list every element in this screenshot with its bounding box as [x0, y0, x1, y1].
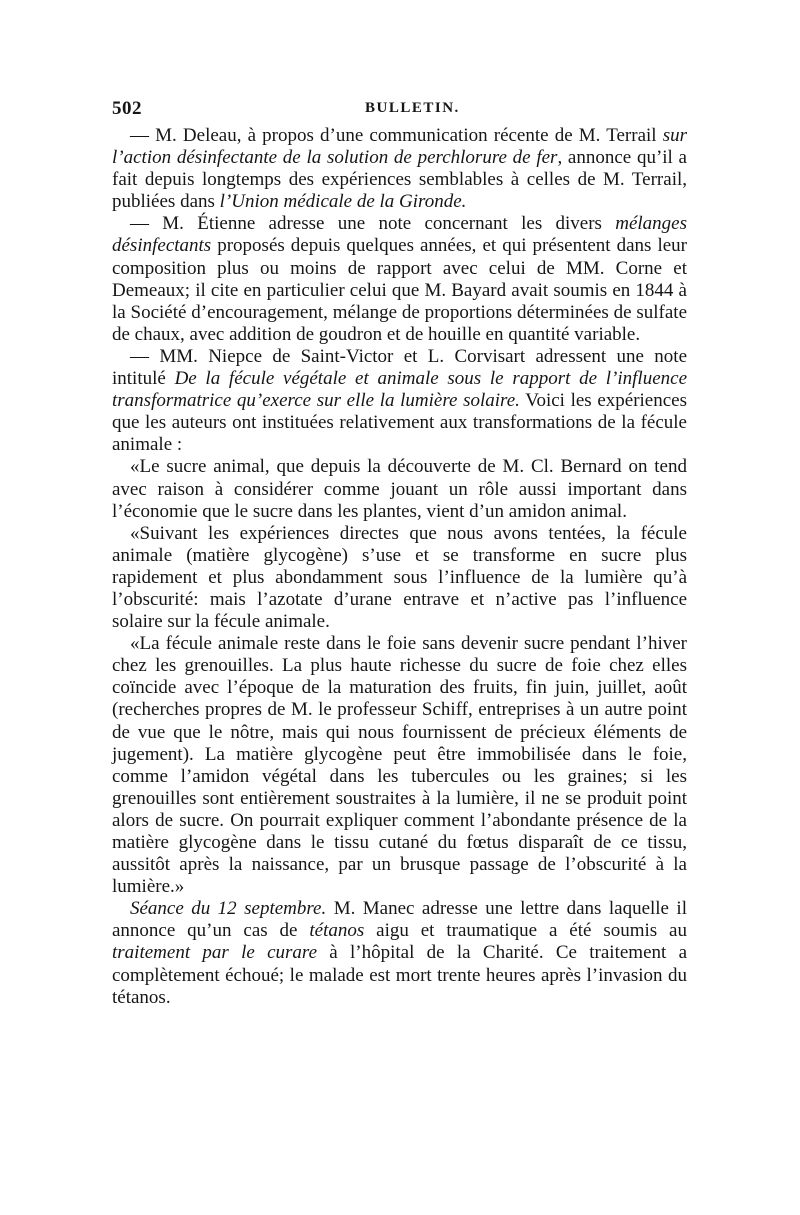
paragraph — [112, 213, 687, 346]
running-head: BULLETIN. — [365, 100, 460, 116]
page-number: 502 — [112, 98, 142, 119]
paragraph — [112, 125, 687, 213]
italic-text: l’Union médicale de la Gironde. — [219, 191, 467, 213]
italic-text: tétanos — [309, 920, 365, 942]
italic-text: mélanges désinfectants — [112, 213, 687, 257]
italic-text: sur l’action désinfectante de la solution de perchlorure de fer — [112, 125, 687, 169]
text-run: «Le sucre animal, que depuis la découverte de M. Cl. Bernard on tend avec raison à considérer comme jouant un rôle aussi important dans l’économie que le sucre dans les plantes, vient d’un amidon animal. — [112, 456, 687, 522]
text-run: M. Manec adresse une lettre dans laquelle il annonce qu’un cas de — [112, 898, 687, 942]
text-run: , annonce qu’il a fait depuis longtemps des expériences semblables à celles de M. Terrail, publiées dans — [112, 147, 687, 213]
italic-text: Séance du 12 septembre. — [130, 898, 327, 920]
text-run: proposés depuis quelques années, et qui présentent dans leur composition plus ou moins de rapport avec celui de MM. Corne et Demeaux; il cite en particulier celui que M. Bayard avait soumis en 1844 à la Société d’encouragement, mélange de proportions déterminées de sulfate de chaux, avec addition de goudron et de houille en quantité variable. — [112, 235, 687, 345]
text-run: à l’hôpital de la Charité. Ce traitement a complètement échoué; le malade est mort trente heures après l’invasion du tétanos. — [112, 942, 687, 1008]
paragraph — [112, 523, 687, 633]
page-header — [112, 98, 687, 120]
italic-text: De la fécule végétale et animale sous le rapport de l’influence transformatrice qu’exerce sur elle la lumière solaire. — [112, 368, 688, 412]
paragraph — [112, 633, 687, 898]
paragraph — [112, 456, 687, 522]
text-run: «Suivant les expériences directes que nous avons tentées, la fécule animale (matière glycogène) s’use et se transforme en sucre plus rapidement et plus abondamment sous l’influence de la lumière qu’à l’obscurité: mais l’azotate d’urane entrave et n’active pas l’influence solaire sur la fécule animale. — [112, 522, 687, 633]
paragraph — [112, 898, 687, 1008]
italic-text: traitement par le curare — [112, 942, 318, 964]
paragraph — [112, 346, 687, 456]
body-text — [112, 125, 687, 1009]
text-run: — MM. Niepce de Saint-Victor et L. Corvisart adressent une note intitulé — [112, 345, 687, 390]
text-run: aigu et traumatique a été soumis au — [364, 920, 687, 942]
text-run: — M. Étienne adresse une note concernant les divers — [130, 213, 616, 235]
text-run: Voici les expériences que les auteurs ont instituées relativement aux transformations de la fécule animale : — [112, 390, 687, 456]
text-run: — M. Deleau, à propos d’une communication récente de M. Terrail — [130, 125, 663, 146]
text-run: «La fécule animale reste dans le foie sans devenir sucre pendant l’hiver chez les grenouilles. La plus haute richesse du sucre de foie chez elles coïncide avec l’époque de la maturation des fruits, fin juin, juillet, août (recherches propres de M. le professeur Schiff, entreprises à un autre point de vue que le nôtre, mais qui nous fournissent de précieux éléments de jugement). La matière glycogène peut être immobilisée dans le foie, comme l’amidon végétal dans les tubercules ou les graines; si les grenouilles sont entièrement soustraites à la lumière, il ne se produit point alors de sucre. On pourrait expliquer comment l’abondante présence de la matière glycogène dans le tissu cutané du fœtus disparaît de ce tissu, aussitôt après la naissance, par un brusque passage de l’obscurité à la lumière.» — [112, 633, 687, 898]
